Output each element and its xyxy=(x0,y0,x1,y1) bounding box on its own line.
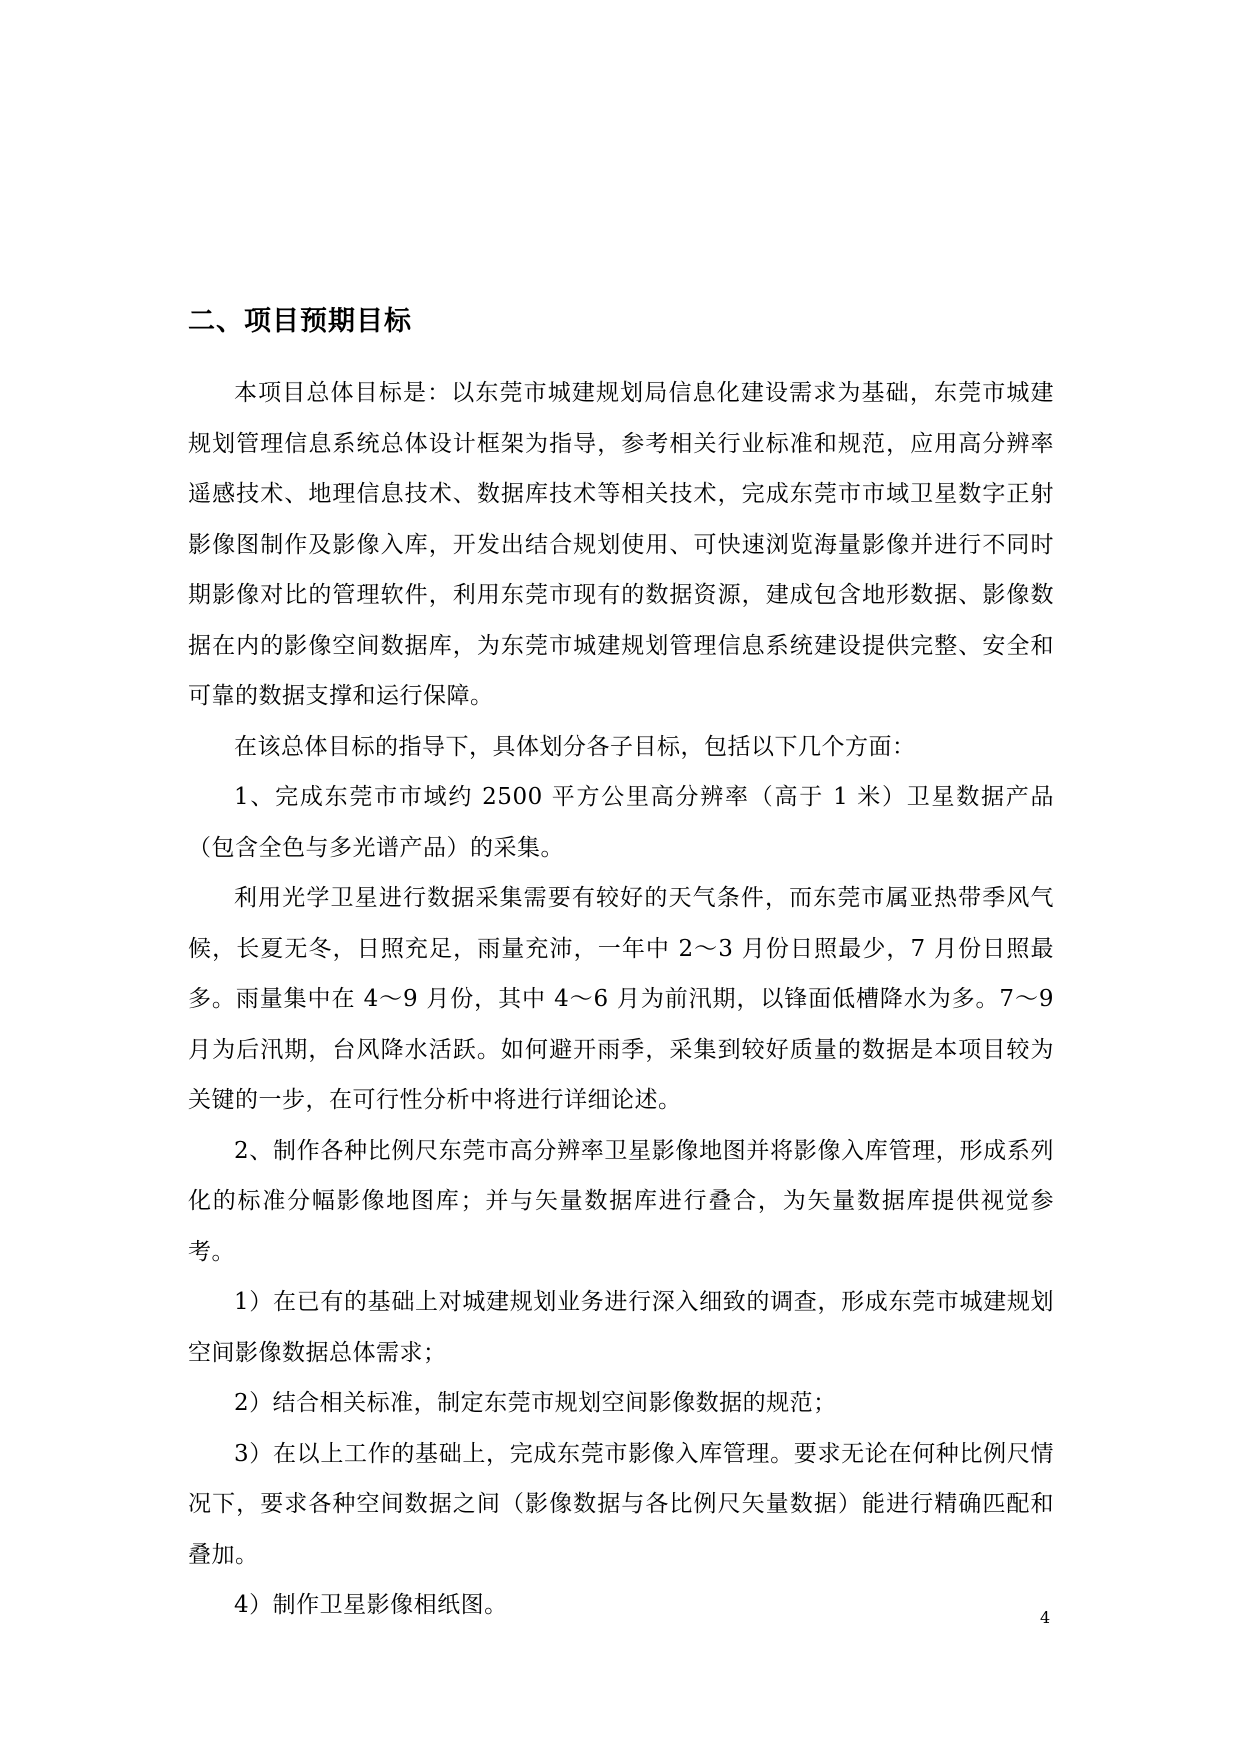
paragraph-overall-goal: 本项目总体目标是：以东莞市城建规划局信息化建设需求为基础，东莞市城建规划管理信息系统总体设计框架为指导，参考相关行业标准和规范，应用高分辨率遥感技术、地理信息技术、数据库技术等相关技术，完成东莞市市域卫星数字正射影像图制作及影像入库，开发出结合规划使用、可快速浏览海量影像并进行不同时期影像对比的管理软件，利用东莞市现有的数据资源，建成包含地形数据、影像数据在内的影像空间数据库，为东莞市城建规划管理信息系统建设提供完整、安全和可靠的数据支撑和运行保障。 xyxy=(188,380,1054,709)
paragraph-weather: 利用光学卫星进行数据采集需要有较好的天气条件，而东莞市属亚热带季风气候，长夏无冬，日照充足，雨量充沛，一年中 2～3 月份日照最少，7 月份日照最多。雨量集中在 4～9 月份，其中 4～6 月为前汛期，以锋面低槽降水为多。7～9 月为后汛期，台风降水活跃。如何避开雨季，采集到较好质量的数据是本项目较为关键的一步，在可行性分析中将进行详细论述。 xyxy=(188,885,1054,1113)
document-body xyxy=(188,368,1054,1631)
paragraph-goal-2: 2、制作各种比例尺东莞市高分辨率卫星影像地图并将影像入库管理，形成系列化的标准分幅影像地图库；并与矢量数据库进行叠合，为矢量数据库提供视觉参考。 xyxy=(188,1137,1054,1265)
paragraph-item-3: 3）在以上工作的基础上，完成东莞市影像入库管理。要求无论在何种比例尺情况下，要求各种空间数据之间（影像数据与各比例尺矢量数据）能进行精确匹配和叠加。 xyxy=(188,1440,1054,1568)
paragraph-goal-1: 1、完成东莞市市域约 2500 平方公里高分辨率（高于 1 米）卫星数据产品（包含全色与多光谱产品）的采集。 xyxy=(188,784,1054,861)
paragraph-item-1: 1）在已有的基础上对城建规划业务进行深入细致的调查，形成东莞市城建规划空间影像数据总体需求； xyxy=(188,1289,1054,1366)
page-number: 4 xyxy=(1040,1608,1051,1627)
section-heading: 二、项目预期目标 xyxy=(188,306,412,337)
paragraph-item-4: 4）制作卫星影像相纸图。 xyxy=(234,1592,508,1618)
paragraph-item-2: 2）结合相关标准，制定东莞市规划空间影像数据的规范； xyxy=(234,1390,837,1416)
paragraph-sub-goals-intro: 在该总体目标的指导下，具体划分各子目标，包括以下几个方面： xyxy=(234,733,916,760)
